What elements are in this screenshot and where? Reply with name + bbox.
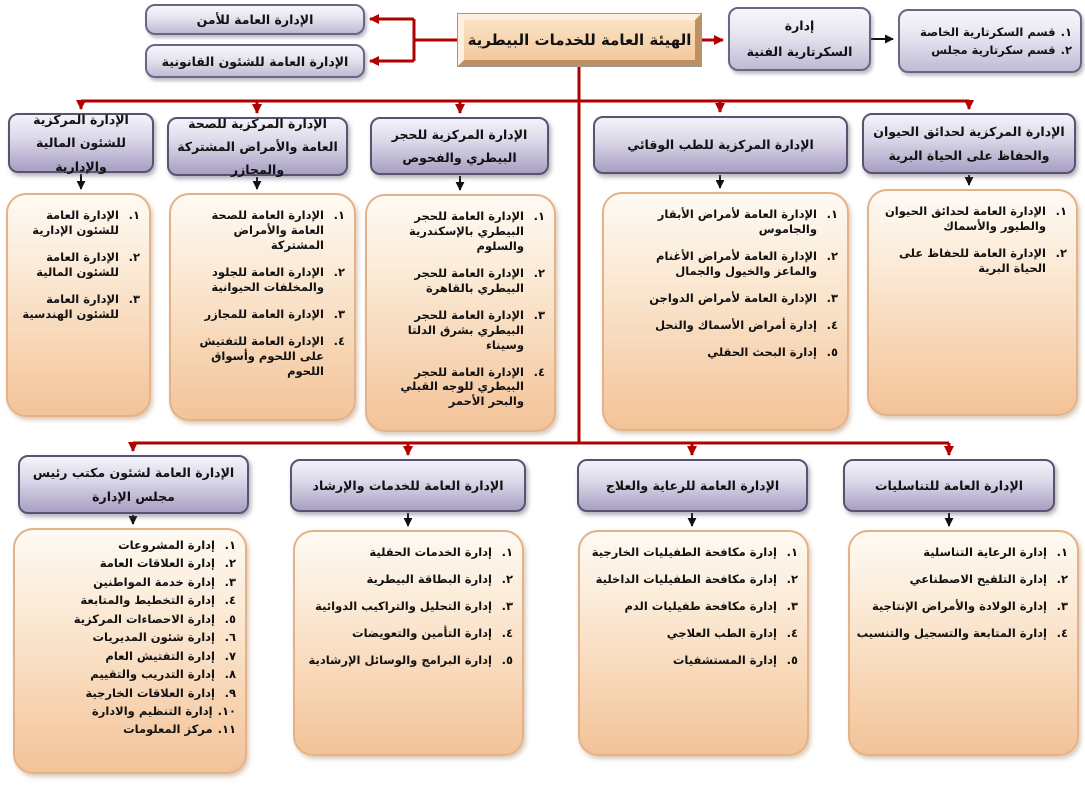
technical-secretariat-line1: إدارة <box>784 17 815 33</box>
list-item: ١. الإدارة العامة للحجر البيطري بالإسكندرية والسلوم <box>409 209 545 253</box>
list-item: ٢. الإدارة العامة للشئون المالية <box>36 249 140 279</box>
list-item: ١. إدارة مكافحة الطفيليات الخارجية <box>591 545 798 559</box>
general-admin-departments-reproduction <box>848 530 1079 756</box>
general-admin-header-chairman-office <box>18 455 249 514</box>
list-item: ٤. الإدارة العامة للحجر البيطري للوجه القبلي والبحر الأحمر <box>400 364 545 409</box>
technical-secretariat-box <box>728 7 871 71</box>
list-item: ٣. إدارة مكافحة طفيليات الدم <box>624 598 798 613</box>
list-item: ٩. إدارة العلاقات الخارجية <box>85 685 236 700</box>
central-admin-header-zoos-wildlife <box>862 113 1076 174</box>
list-item: ٢. إدارة مكافحة الطفيليات الداخلية <box>595 571 798 586</box>
security-admin-box <box>145 4 365 35</box>
list-item: ٤. الإدارة العامة للتفتيش على اللحوم وأسواق اللحوم <box>199 333 345 378</box>
central-admin-departments-zoos-wildlife <box>867 189 1078 416</box>
list-item: ٣. الإدارة العامة للحجر البيطري بشرق الدلتا وسيناء <box>407 307 545 352</box>
list-item: ٢. الإدارة العامة لأمراض الأغنام والماعز والخيول والجمال <box>656 248 838 278</box>
general-admin-title: الإدارة العامة للتناسليات <box>874 477 1024 493</box>
list-item: ٣. إدارة خدمة المواطنين <box>93 574 236 589</box>
list-item: ٢. إدارة العلاقات العامة <box>99 556 236 571</box>
central-admin-header-quarantine <box>370 117 549 175</box>
list-item: ٥. إدارة المستشفيات <box>672 652 798 667</box>
list-item: ٣. إدارة الولادة والأمراض الإنتاجية <box>871 598 1068 613</box>
legal-admin-label: الإدارة العامة للشئون القانونية <box>161 53 349 69</box>
list-item: ٤. إدارة التأمين والتعويضات <box>352 625 513 640</box>
central-admin-departments-preventive-medicine <box>602 192 849 431</box>
list-item: ٥. إدارة الاحصاءات المركزية <box>73 611 236 626</box>
general-admin-title: الإدارة العامة للخدمات والإرشاد <box>312 477 504 493</box>
list-item: ٥. إدارة البرامج والوسائل الإرشادية <box>308 652 513 667</box>
central-admin-title: الإدارة المركزية للحجر البيطري والفحوص <box>391 126 528 165</box>
list-item: ١. إدارة المشروعات <box>118 538 236 552</box>
list-item: ٣. الإدارة العامة للشئون الهندسية <box>22 291 140 321</box>
list-item: ٢. إدارة التلقيح الاصطناعي <box>909 571 1068 586</box>
list-item: ٦. إدارة شئون المديريات <box>92 630 236 645</box>
list-item: ٤. إدارة المتابعة والتسجيل والتنسيب <box>856 625 1068 640</box>
secretariat-departments-items <box>908 25 1072 57</box>
list-item: ١. قسم السكرتارية الخاصة <box>920 25 1072 39</box>
list-item: ٥. إدارة البحث الحقلي <box>707 344 838 359</box>
central-admin-title: الإدارة المركزية للصحة العامة والأمراض المشتركة والمجازر <box>177 115 338 178</box>
list-item: ٤. إدارة أمراض الأسماك والنحل <box>655 317 838 332</box>
list-item: ٣. الإدارة العامة للمجازر <box>204 306 345 321</box>
list-item: ٢. الإدارة العامة للجلود والمخلفات الحيوانية <box>211 264 345 294</box>
authority-title: الهيئة العامة للخدمات البيطرية <box>467 31 692 49</box>
list-item: ١. الإدارة العامة لحدائق الحيوان والطيور والأسماك <box>884 204 1067 233</box>
list-item: ١. الإدارة العامة لأمراض الأبقار والجاموس <box>657 207 838 236</box>
list-item: ٣. الإدارة العامة لأمراض الدواجن <box>649 290 838 305</box>
general-admin-departments-care-treatment <box>578 530 809 756</box>
central-admin-departments-quarantine <box>365 194 556 432</box>
central-admin-title: الإدارة المركزية للشئون المالية والإدارية <box>33 112 129 174</box>
list-item: ١١. مركز المعلومات <box>123 722 236 737</box>
list-item: ٢. الإدارة العامة للحجر البيطري بالقاهرة <box>414 265 545 295</box>
secretariat-departments-list <box>898 9 1082 73</box>
general-admin-title: الإدارة العامة لشئون مكتب رئيس مجلس الإدارة <box>32 465 235 504</box>
list-item: ١. الإدارة العامة للشئون الإدارية <box>32 208 140 237</box>
security-admin-label: الإدارة العامة للأمن <box>196 12 314 27</box>
list-item: ٣. إدارة التحليل والتراكيب الدوائية <box>315 598 513 613</box>
central-admin-header-finance <box>8 113 154 173</box>
list-item: ١. الإدارة العامة للصحة العامة والأمراض المشتركة <box>211 208 345 252</box>
list-item: ٤. إدارة التخطيط والمتابعة <box>80 593 236 608</box>
general-admin-header-reproduction <box>843 459 1055 512</box>
list-item: ١٠. إدارة التنظيم والادارة <box>91 703 236 718</box>
list-item: ١. إدارة الرعاية التناسلية <box>923 545 1068 559</box>
list-item: ٨. إدارة التدريب والتقييم <box>90 667 236 682</box>
authority-root-box <box>458 14 701 66</box>
central-admin-header-public-health <box>167 117 348 176</box>
legal-admin-box <box>145 44 365 78</box>
general-admin-departments-services-extension <box>293 530 524 756</box>
central-admin-departments-public-health <box>169 193 356 421</box>
list-item: ١. إدارة الخدمات الحقلية <box>369 545 513 559</box>
central-admin-header-preventive-medicine <box>593 116 848 174</box>
general-admin-departments-chairman-office <box>13 528 247 774</box>
general-admin-title: الإدارة العامة للرعاية والعلاج <box>605 477 780 493</box>
general-admin-header-care-treatment <box>577 459 808 512</box>
central-admin-title: الإدارة المركزية لحدائق الحيوان والحفاظ على الحياة البرية <box>873 124 1065 163</box>
list-item: ٢. إدارة البطاقة البيطرية <box>366 571 513 586</box>
central-admin-departments-finance <box>6 193 151 417</box>
central-admin-title: الإدارة المركزية للطب الوقائي <box>627 137 814 153</box>
list-item: ٧. إدارة التفتيش العام <box>105 648 236 663</box>
list-item: ٢. قسم سكرتارية مجلس <box>931 43 1072 57</box>
general-admin-header-services-extension <box>290 459 526 512</box>
technical-secretariat-line2: السكرتارية الفنية <box>746 44 853 59</box>
list-item: ٤. إدارة الطب العلاجي <box>666 625 798 640</box>
list-item: ٢. الإدارة العامة للحفاظ على الحياة البرية <box>899 245 1067 275</box>
